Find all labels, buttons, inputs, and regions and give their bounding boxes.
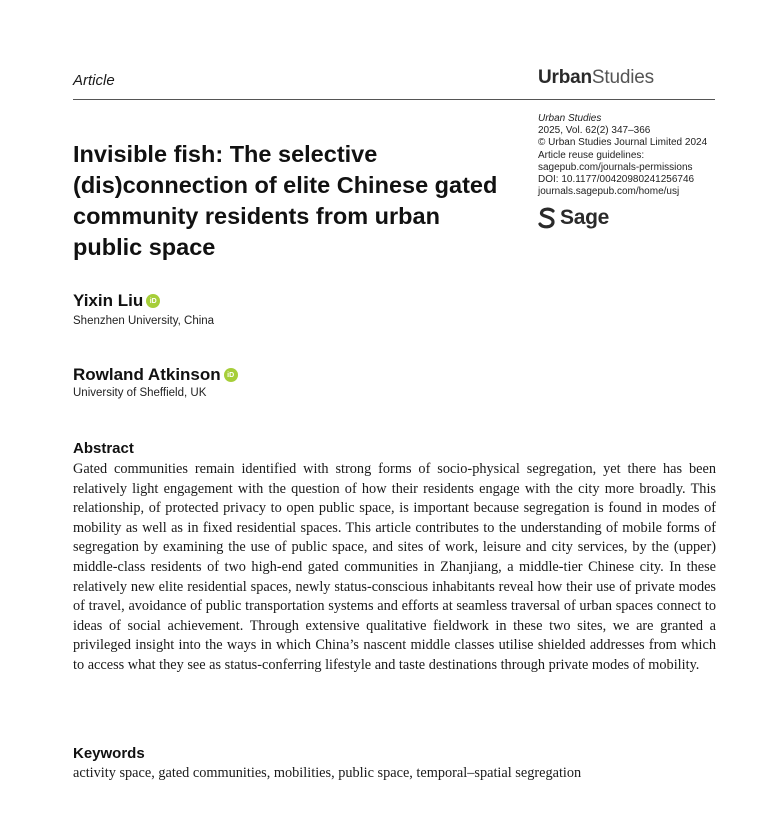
author-1 (73, 291, 160, 311)
article-title: Invisible fish: The selective (dis)connection of elite Chinese gated community residents from urban public space (73, 141, 498, 260)
keywords-text: activity space, gated communities, mobilities, public space, temporal–spatial segregation (73, 765, 582, 781)
meta-reuse: Article reuse guidelines: (538, 149, 645, 161)
journal-logo (538, 67, 654, 89)
article-type-label: Article (73, 72, 115, 89)
keywords-heading: Keywords (73, 745, 145, 762)
journal-logo-urban: Urban (538, 67, 592, 88)
article-metadata (538, 113, 707, 198)
author-2-name: Rowland Atkinson (73, 365, 221, 384)
meta-copyright: © Urban Studies Journal Limited 2024 (538, 137, 708, 149)
author-2-affiliation: University of Sheffield, UK (73, 387, 207, 399)
author-1-affiliation: Shenzhen University, China (73, 315, 215, 327)
meta-journal: Urban Studies (538, 113, 602, 124)
publisher-logo (538, 206, 609, 230)
meta-home-link[interactable]: journals.sagepub.com/home/usj (538, 186, 680, 198)
header-divider (73, 99, 715, 100)
publisher-name: Sage (560, 206, 609, 229)
meta-volume: 2025, Vol. 62(2) 347–366 (538, 125, 651, 137)
author-2 (73, 365, 238, 385)
orcid-icon[interactable]: iD (224, 368, 238, 382)
meta-doi[interactable]: DOI: 10.1177/00420980241256746 (538, 174, 695, 186)
author-1-name: Yixin Liu (73, 291, 144, 310)
abstract-text: Gated communities remain identified with strong forms of socio-physical segregation, yet there has been relatively light engagement with the question of how their residents engage with the city more broadly. This relationship, of protected privacy to open public space, is important because segregation is found in modes of mobility as well as in fixed residential spaces. This article contributes to the understanding of mobile forms of segregation by examining the use of public space, and sites of work, leisure and city services, by the (upper) middle-class residents of two high-end gated communities in Zhanjiang, a middle-tier Chinese city. In these relatively new elite residential spaces, newly status-conscious inhabitants reveal how their use of private modes of travel, avoidance of public transportation systems and efforts at seamless traversal of urban spaces connect to ideas of social achievement. Through extensive qualitative fieldwork in these two sites, we are granted a privileged insight into the ways in which China’s nascent middle classes utilise shielded addresses from which to access what they see as status-conferring lifestyle and taste destinations through private modes of mobility. (73, 461, 716, 673)
sage-s-icon (538, 207, 556, 229)
meta-permissions-link[interactable]: sagepub.com/journals-permissions (538, 161, 693, 173)
orcid-icon[interactable]: iD (146, 294, 160, 308)
abstract-heading: Abstract (73, 440, 134, 457)
journal-logo-studies: Studies (591, 67, 654, 88)
